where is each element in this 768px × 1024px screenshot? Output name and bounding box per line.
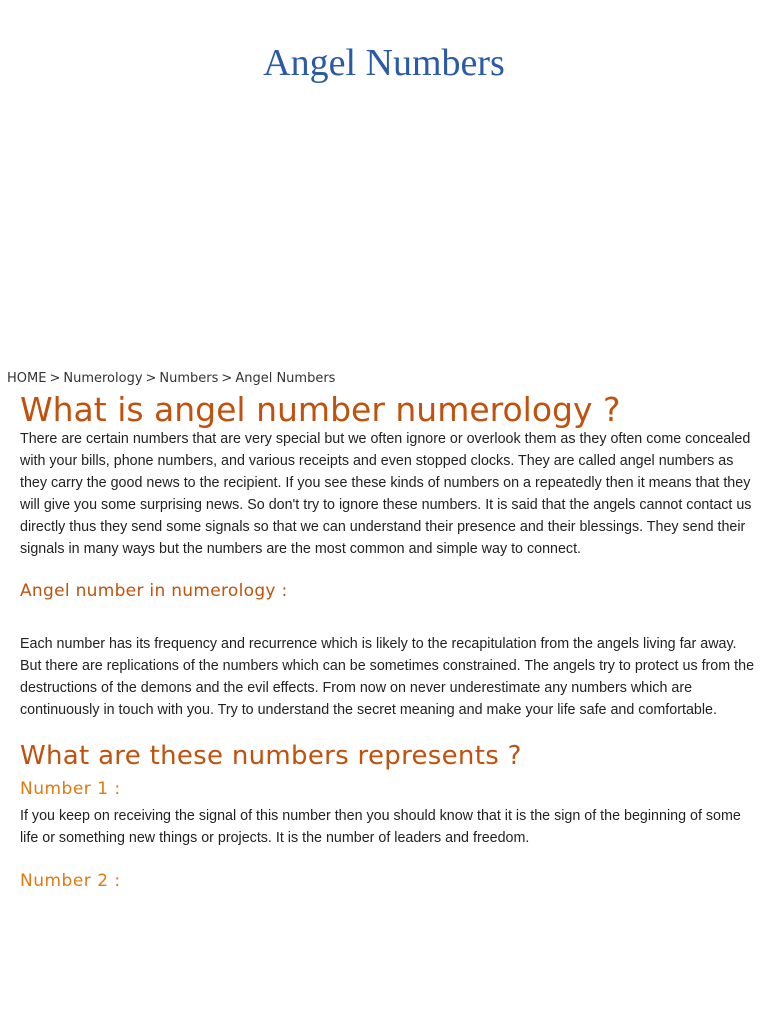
breadcrumb-separator: > bbox=[145, 371, 157, 386]
breadcrumb-home-link[interactable]: HOME bbox=[7, 371, 47, 386]
number-2-heading: Number 2 : bbox=[20, 871, 121, 892]
article-heading: What is angel number numerology ? bbox=[20, 390, 621, 429]
breadcrumb-separator: > bbox=[49, 371, 61, 386]
intro-paragraph: There are certain numbers that are very special but we often ignore or overlook them as they often come concealed with your bills, phone numbers, and various receipts and even stopped clocks. They are called angel numbers as they carry the good news to the recipient. If you see these kinds of numbers on a repeatedly then it means that they will give you some surprising news. So don't try to ignore these numbers. It is said that the angels cannot contact us directly thus they send some signals so that we can understand their presence and their blessings. They send their signals in many ways but the numbers are the most common and simple way to connect. bbox=[20, 431, 752, 558]
number-1-paragraph: If you keep on receiving the signal of this number then you should know that it is the sign of the beginning of some life or something new things or projects. It is the number of leaders and freedom. bbox=[20, 807, 741, 847]
site-title: Angel Numbers bbox=[263, 42, 505, 84]
frequency-paragraph: Each number has its frequency and recurrence which is likely to the recapitulation from the angels living far away. But there are replications of the numbers which can be sometimes constrained. The angels try to protect us from the destructions of the demons and the evil effects. From now on never underestimate any numbers which are continuously in touch with you. Try to understand the secret meaning and make your life safe and comfortable. bbox=[20, 635, 755, 718]
number-1-heading: Number 1 : bbox=[20, 778, 121, 799]
article-content bbox=[20, 388, 755, 893]
breadcrumb bbox=[7, 370, 335, 388]
breadcrumb-numerology-link[interactable]: Numerology bbox=[63, 371, 143, 386]
angel-number-subheading: Angel number in numerology : bbox=[20, 580, 288, 601]
breadcrumb-numbers-link[interactable]: Numbers bbox=[159, 371, 219, 386]
breadcrumb-current: Angel Numbers bbox=[235, 371, 336, 386]
represents-heading: What are these numbers represents ? bbox=[20, 740, 522, 771]
breadcrumb-separator: > bbox=[221, 371, 233, 386]
